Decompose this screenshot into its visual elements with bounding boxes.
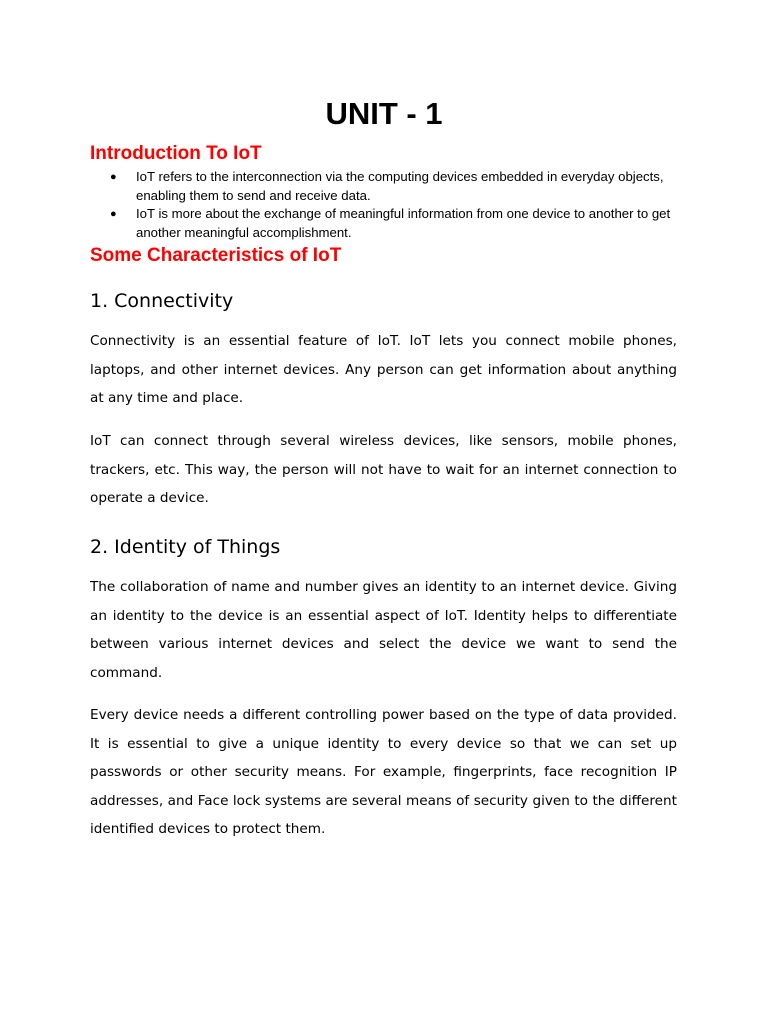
paragraph: IoT can connect through several wireless devices, like sensors, mobile phones, trackers, etc. This way, the person will not have to wait for an internet connection to operate a device. [90,433,677,507]
paragraph: The collaboration of name and number gives an identity to an internet device. Giving an identity to the device is an essential aspect of IoT. Identity helps to differentiate between various internet devices and select the device we want to send the command. [90,579,677,681]
bullet-icon: ● [110,171,117,183]
bullet-text: IoT refers to the interconnection via the computing devices embedded in everyday objects, enabling them to send and receive data. [136,169,664,203]
intro-heading: Introduction To IoT [90,143,262,164]
list-item [90,168,690,205]
paragraph: Every device needs a different controlling power based on the type of data provided. It is essential to give a unique identity to every device so that we can set up passwords or other security means. For example, fingerprints, face recognition IP addresses, and Face lock systems are several means of security given to the different identified devices to protect them. [90,707,677,838]
intro-bullet-list [90,168,690,242]
section-heading-connectivity: 1. Connectivity [90,290,234,312]
bullet-text: IoT is more about the exchange of meaningful information from one device to another to get another meaningful accomplishment. [136,206,671,240]
paragraph: Connectivity is an essential feature of IoT. IoT lets you connect mobile phones, laptops, and other internet devices. Any person can get information about anything at any time and place. [90,333,677,407]
page-title: UNIT - 1 [325,96,443,131]
section-heading-identity: 2. Identity of Things [90,536,281,558]
list-item [90,205,690,242]
characteristics-heading: Some Characteristics of IoT [90,245,342,266]
bullet-icon: ● [110,208,117,220]
